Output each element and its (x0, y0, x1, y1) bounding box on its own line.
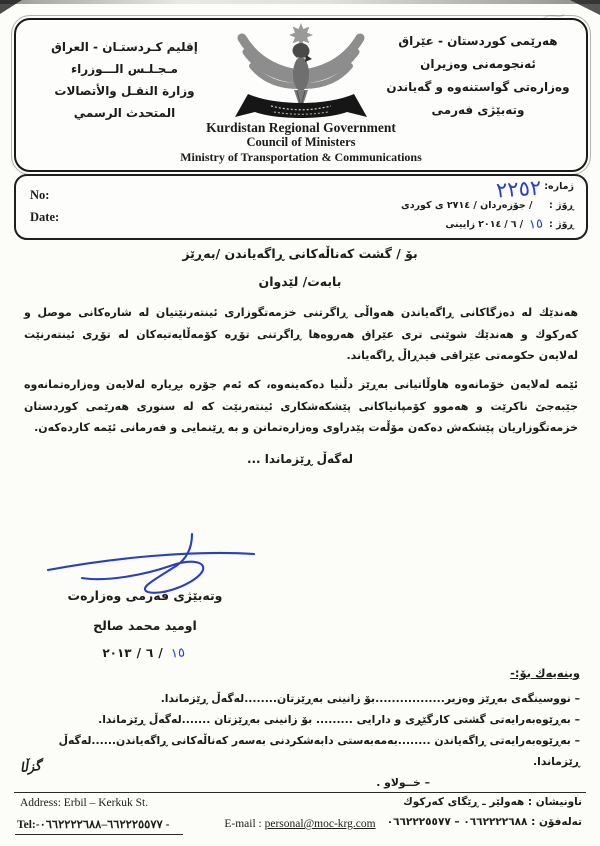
email-label: E-mail : (224, 818, 265, 830)
date-separator: / (519, 219, 524, 230)
letterhead-english-block (16, 120, 586, 165)
handwritten-day: ١٥ (528, 216, 544, 233)
footer-address-ku: ناونیشان : هەولێر ـ ڕێگای کەرکوك (403, 796, 582, 808)
letterhead-english-line: Ministry of Transportation & Communications (180, 150, 422, 164)
footer-tel-ku: تەلەفۆن : ٠٦٦٢٢٢٢٦٨٨ – ٠٦٦٢٢٢٥٥٧٧ (386, 816, 582, 828)
reference-values-ku (400, 174, 574, 234)
reference-labels-en (30, 184, 59, 228)
letterhead-arabic-line: إقليم كـردستـان - العراق (51, 40, 198, 54)
letterhead-english-line: Kurdistan Regional Government (206, 120, 396, 135)
signature-month: ٦ (146, 646, 154, 660)
letterhead-kurdish-line: هەرێمی کوردستان - عێراق (398, 34, 558, 48)
signature-year: ٢٠١٣ (102, 646, 132, 660)
reference-number-line (401, 174, 574, 203)
signer-title: وتەبێژی فەرمی وەزارەت (67, 588, 223, 603)
copies-item: – بەڕێوەبەرایەتی ڕاگەیاندن ........بەمەبەستی دابەشکردنی بەسەر کەناڵەکانی ڕاگەیاندن......لەگەڵ ڕێزماندا. (58, 734, 580, 768)
handwritten-initials: گزڵا (19, 758, 43, 777)
date-label: Date: (30, 210, 60, 224)
subject-line: بابەت/ لێدوان (258, 274, 342, 289)
letterhead-kurdish-line: ئەنجومەنی وەزیران (420, 57, 536, 71)
no-label: No: (30, 188, 50, 202)
body-paragraph-1: هەندێك لە دەزگاکانی ڕاگەیاندن هەواڵی ڕاگرتنی خزمەتگوزاری ئینتەرنێتیان لە شارەکانی موصل و کەرکوك و هەندێك شوێنی تری عێراق هەروەها ڕاگرتنی تۆڕە کۆمەڵایەتیەکان لە تۆڕی ئینتەرنێت لەلایەن حکومەتی عێراقی فیدڕاڵ ڕاگەیاند. (24, 306, 578, 362)
letterhead-arabic-line: وزارة النقـل والأتصالات (54, 84, 195, 98)
letterhead-kurdish-line: وتەبێژی فەرمی (431, 103, 525, 117)
letterhead-arabic-line: مـجـلـس الـــوزراء (71, 62, 178, 76)
letterhead-arabic-line: المتحدث الرسمي (73, 106, 176, 120)
addressee-line: بۆ / گشت کەناڵەکانی ڕاگەیاندن /بەڕێز (182, 246, 418, 261)
handwritten-signature (42, 530, 282, 594)
signature-date-line (40, 646, 250, 661)
letterhead-english-line: Council of Ministers (246, 135, 356, 149)
copies-item: – نووسینگەی بەڕێز وەزیر.................بۆ زانینی بەڕێزتان........لەگەڵ ڕێزماندا. (160, 692, 580, 705)
footer-email-line (185, 818, 415, 830)
handwritten-day: ١٥ (169, 645, 186, 662)
copies-heading: وینەیەك بۆ:- (510, 666, 580, 680)
letterhead-arabic-block (32, 36, 217, 124)
date-separator: / (158, 646, 163, 660)
footer-address-en: Address: Erbil – Kerkuk St. (20, 797, 149, 809)
kurdish-date-text: ڕۆژ : / جۆزەردان / ٢٧١٤ ی کوردی (400, 200, 574, 211)
body-paragraph-2: ئێمە لەلایەن خۆمانەوە هاوڵاتیانی بەڕێز دڵنیا دەکەینەوە، کە ئەم جۆرە بڕیارە لەلایەن وەزارەتمانەوە جێبەجێ ناکرێت و هەموو کۆمپانیاکانی پێشکەشکاری ئینتەرنێت کە لە سنوری هەرێمی کوردستان خزمەتگوزاریان پێشکەش دەکەن مۆڵەت پێدراوی وەزارەتمانن و بە ڕێنمایی و فەرمانی ئێمە کاردەکەن. (24, 378, 578, 434)
number-label: ژماره: (544, 181, 574, 192)
letterhead-kurdish-line: وەزارەتی گواستنەوە و گەیاندن (386, 80, 570, 94)
copies-item: – بەڕێوەبەرایەتی گشتی کارگێڕی و دارایی ......... بۆ زانینی بەڕێزتان .......لەگەڵ ڕێزماندا. (98, 713, 580, 726)
reference-date-box (14, 174, 588, 240)
copies-list (20, 688, 580, 793)
email-address: personal@moc-krg.com (264, 818, 376, 830)
day-label: ڕۆژ : (549, 219, 574, 230)
gregorian-year: ٢٠١٤ (478, 219, 502, 230)
gregorian-month: ٦ (510, 219, 517, 230)
kurdistan-coat-of-arms-icon (226, 22, 376, 122)
copies-item: – خــولاو . (376, 776, 430, 789)
signer-name: اوميد محمد صالح (93, 618, 197, 633)
handwritten-reference-number: ٢٢٥٢ (495, 174, 543, 203)
footer-divider (14, 792, 586, 793)
letterhead-box (14, 18, 588, 172)
scan-corner-artifact (570, 0, 600, 15)
footer-tel-en: Tel:-٦٦٢٢٢٥٥٧٧–٠٦٦٢٢٢٢٦٨٨ - (15, 817, 183, 835)
gregorian-date-line (401, 215, 574, 234)
closing-salutation: لەگەڵ ڕێزماندا ... (246, 452, 354, 466)
scan-edge-artifact (0, 0, 600, 4)
date-separator: / (504, 219, 508, 230)
letterhead-kurdish-block (378, 30, 578, 122)
kurdish-date-line (401, 196, 574, 215)
gregorian-era-label: زایینی (445, 219, 476, 230)
date-separator: / (136, 646, 141, 660)
